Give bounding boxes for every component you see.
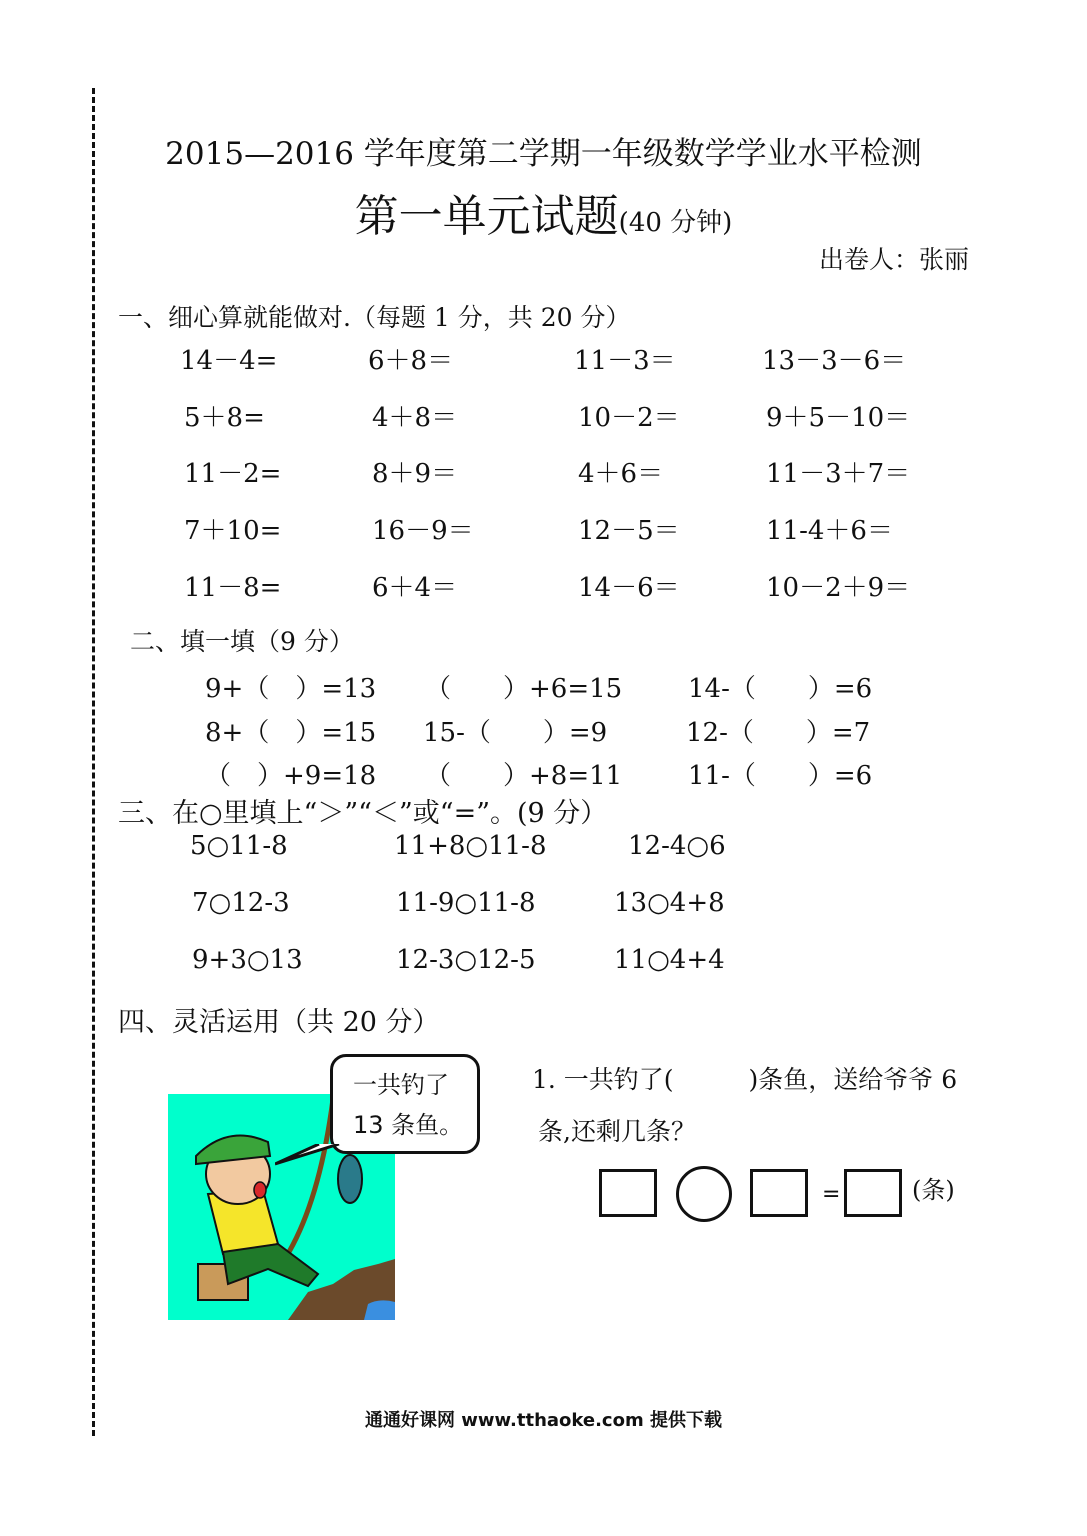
problem: 4＋8＝: [372, 403, 458, 433]
fill-problem: 12-（ ）=7: [686, 718, 871, 748]
compare-problem: 9+3○13: [192, 945, 303, 975]
section3-row: [0, 831, 1087, 871]
section2-row: [0, 712, 1087, 752]
section2-row: [0, 755, 1087, 795]
problem: 9＋5－10＝: [766, 403, 911, 433]
fill-problem: 14-（ ）=6: [688, 674, 873, 704]
word-problem-line2: 条,还剩几条？: [538, 1117, 696, 1146]
author-line: 出卷人：张丽: [818, 245, 969, 274]
speech-bubble: [330, 1054, 480, 1154]
compare-problem: 11○4+4: [614, 945, 725, 975]
section3-row: [0, 945, 1087, 985]
duration: (40 分钟): [618, 208, 733, 238]
section1-row: [0, 510, 1087, 550]
section1-row: [0, 567, 1087, 607]
problem: 13－3－6＝: [762, 346, 907, 376]
word-problem-line1: 1. 一共钓了( )条鱼，送给爷爷 6: [532, 1065, 958, 1094]
section1-row: [0, 453, 1087, 493]
section3-row: [0, 888, 1087, 928]
equals-sign: =: [822, 1182, 841, 1207]
fill-problem: （ ）+8=11: [425, 761, 623, 791]
compare-problem: 11+8○11-8: [394, 831, 547, 861]
compare-problem: 12-3○12-5: [396, 945, 536, 975]
section1-heading: 一、细心算就能做对.（每题 1 分，共 20 分）: [118, 303, 631, 332]
fill-problem: 11-（ ）=6: [688, 761, 873, 791]
bubble-tail: [275, 1144, 355, 1174]
compare-problem: 7○12-3: [192, 888, 290, 918]
unit-title: [0, 180, 1087, 244]
problem: 11-4＋6＝: [766, 516, 893, 546]
result-box[interactable]: [844, 1169, 902, 1217]
problem: 10－2＋9＝: [766, 573, 911, 603]
section1-row: [0, 340, 1087, 380]
fill-problem: 8+（ ）=15: [205, 718, 377, 748]
fill-problem: （ ）+6=15: [425, 674, 623, 704]
compare-problem: 12-4○6: [628, 831, 726, 861]
bubble-line: 13 条鱼。: [353, 1111, 464, 1139]
problem: 16－9＝: [372, 516, 474, 546]
open-mouth: [254, 1182, 266, 1198]
answer-box[interactable]: [750, 1169, 808, 1217]
section1-row: [0, 397, 1087, 437]
section4-heading: 四、灵活运用（共 20 分）: [118, 1007, 440, 1038]
problem: 5＋8=: [184, 403, 265, 433]
section2-row: [0, 668, 1087, 708]
exam-title: 2015—2016 学年度第二学期一年级数学学业水平检测: [165, 136, 922, 172]
problem: 10－2＝: [578, 403, 680, 433]
problem: 11－2=: [184, 459, 282, 489]
fill-problem: 9+（ ）=13: [205, 674, 377, 704]
problem: 8＋9＝: [372, 459, 458, 489]
problem: 12－5＝: [578, 516, 680, 546]
compare-problem: 5○11-8: [190, 831, 288, 861]
bubble-line: 一共钓了: [353, 1071, 449, 1099]
fill-problem: 15-（ ）=9: [423, 718, 608, 748]
fill-problem: （ ）+9=18: [205, 761, 377, 791]
problem: 7＋10=: [184, 516, 282, 546]
problem: 6＋4＝: [372, 573, 458, 603]
compare-problem: 13○4+8: [614, 888, 725, 918]
unit-title-text: 第一单元试题: [354, 191, 619, 242]
compare-problem: 11-9○11-8: [396, 888, 536, 918]
problem: 11－8=: [184, 573, 282, 603]
unit-label: (条): [912, 1176, 955, 1204]
problem: 11－3＝: [574, 346, 676, 376]
section2-heading: 二、填一填（9 分）: [130, 627, 354, 656]
answer-box[interactable]: [599, 1169, 657, 1217]
problem: 14－6＝: [578, 573, 680, 603]
footer-text: 通通好课网 www.tthaoke.com 提供下载: [365, 1410, 722, 1431]
problem: 11－3＋7＝: [766, 459, 911, 489]
problem: 14－4=: [180, 346, 278, 376]
problem: 6＋8＝: [368, 346, 454, 376]
section3-heading: 三、在○里填上“＞”“＜”或“=”。(9 分）: [118, 798, 608, 829]
problem: 4＋6＝: [578, 459, 664, 489]
operator-circle[interactable]: [676, 1166, 732, 1222]
